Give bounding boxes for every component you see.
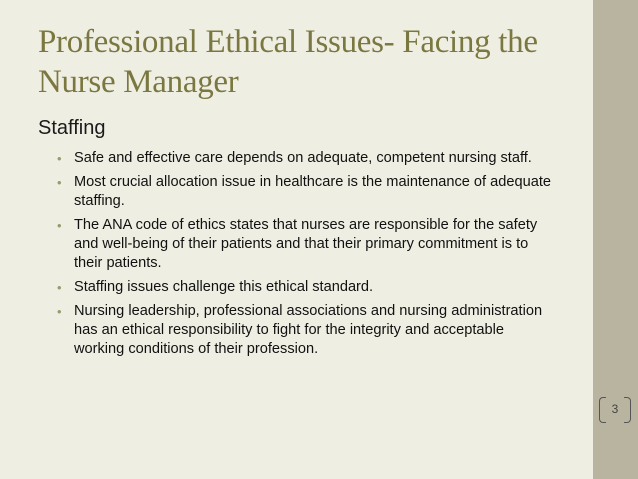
list-item [57,149,557,168]
bracket-left-icon [599,397,606,423]
page-number [596,395,634,423]
bullet-icon: • [57,151,62,166]
bullet-icon: • [57,304,62,319]
list-item [57,173,557,211]
list-item [57,302,557,359]
section-heading: Staffing [38,117,106,139]
page-number-text: 3 [611,402,619,416]
bullet-icon: • [57,218,62,233]
bullet-icon: • [57,175,62,190]
bullet-list [57,149,557,364]
slide-title: Professional Ethical Issues- Facing the Nurse Manager [38,24,538,100]
list-item [57,216,557,273]
bullet-text: Nursing leadership, professional associations and nursing administration has an ethical responsibility to fight for the integrity and acceptable working conditions of their profession. [74,303,543,357]
bullet-icon: • [57,280,62,295]
bullet-text: Staffing issues challenge this ethical standard. [74,279,374,295]
bullet-text: Safe and effective care depends on adequate, competent nursing staff. [74,150,532,166]
list-item [57,278,557,297]
bullet-text: Most crucial allocation issue in healthcare is the maintenance of adequate staffing. [74,174,552,209]
bracket-right-icon [624,397,631,423]
bullet-text: The ANA code of ethics states that nurses are responsible for the safety and well-being of their patients and that their primary commitment is to their patients. [74,217,538,271]
